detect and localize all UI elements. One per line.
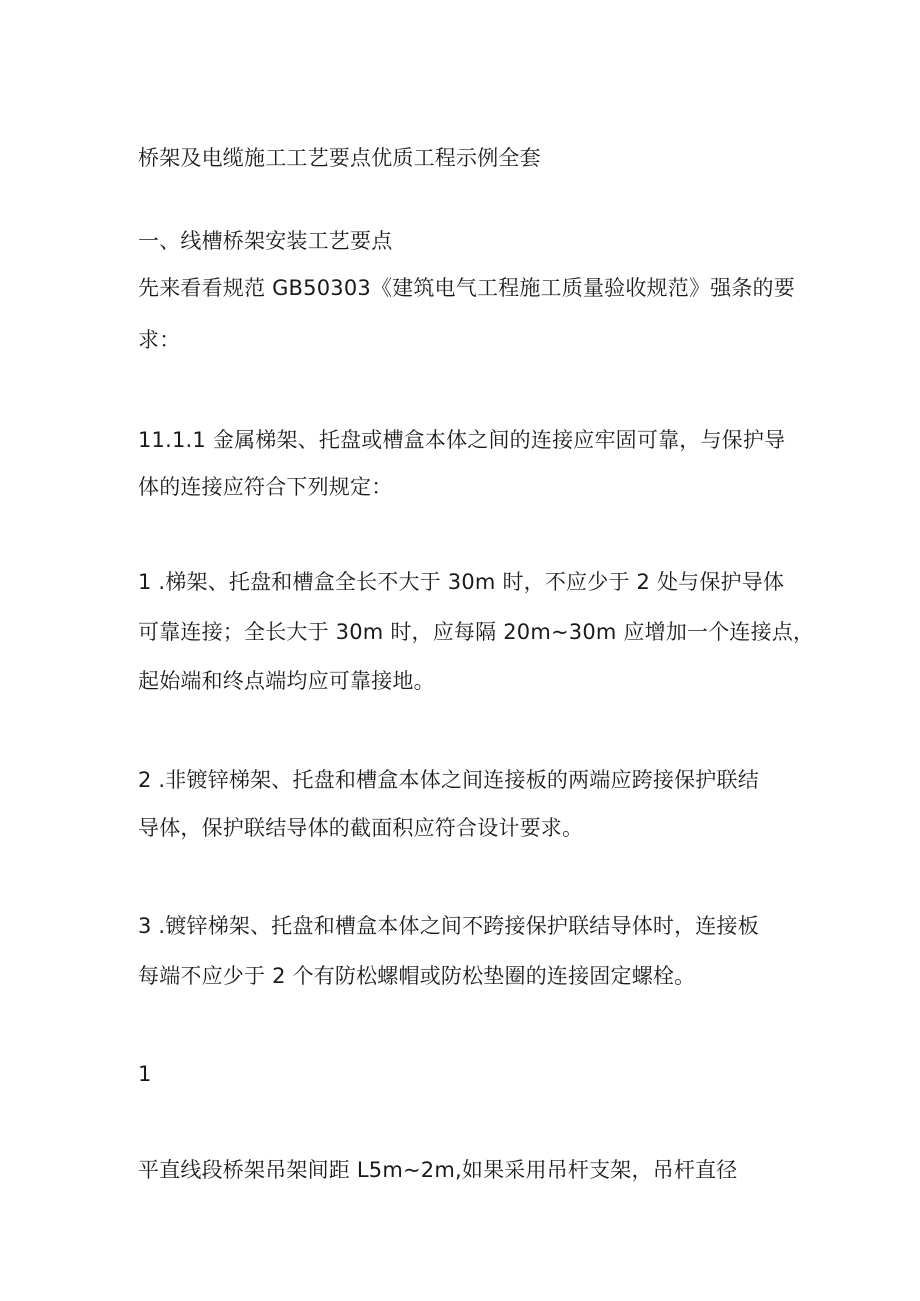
item1-line-2: 可靠连接；全长大于 30m 时，应每隔 20m~30m 应增加一个连接点， xyxy=(138,620,815,644)
clause-line-2: 体的连接应符合下列规定： xyxy=(138,475,393,499)
item2-line-2: 导体，保护联结导体的截面积应符合设计要求。 xyxy=(138,816,584,840)
document-title: 桥架及电缆施工工艺要点优质工程示例全套 xyxy=(138,146,541,170)
section-heading: 一、线槽桥架安装工艺要点 xyxy=(138,229,393,253)
intro-line-1: 先来看看规范 GB50303《建筑电气工程施工质量验收规范》强条的要 xyxy=(138,276,795,300)
final-line: 平直线段桥架吊架间距 L5m~2m,如果采用吊杆支架，吊杆直径 xyxy=(138,1158,738,1182)
item1-line-3: 起始端和终点端均应可靠接地。 xyxy=(138,669,435,693)
page-marker: 1 xyxy=(138,1062,152,1086)
item3-line-2: 每端不应少于 2 个有防松螺帽或防松垫圈的连接固定螺栓。 xyxy=(138,964,696,988)
item3-line-1: 3 .镀锌梯架、托盘和槽盒本体之间不跨接保护联结导体时，连接板 xyxy=(138,914,759,938)
clause-line-1: 11.1.1 金属梯架、托盘或槽盒本体之间的连接应牢固可靠，与保护导 xyxy=(138,428,786,452)
intro-line-2: 求： xyxy=(138,328,181,352)
item2-line-1: 2 .非镀锌梯架、托盘和槽盒本体之间连接板的两端应跨接保护联结 xyxy=(138,768,759,792)
item1-line-1: 1 .梯架、托盘和槽盒全长不大于 30m 时，不应少于 2 处与保护导体 xyxy=(138,570,785,594)
